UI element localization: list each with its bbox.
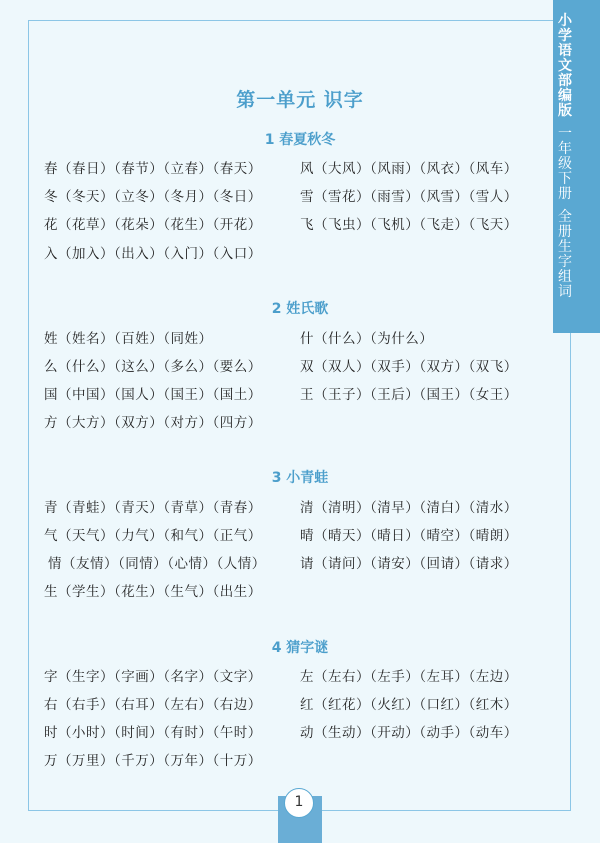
- side-tab-publisher-char: 学: [558, 28, 572, 44]
- side-tab-grade-char: 年: [558, 141, 572, 157]
- side-tab-subject-char: 组: [558, 269, 572, 285]
- word-row: 方（大方）（双方）（对方）（四方）: [44, 415, 262, 431]
- word-row: 时（小时）（时间）（有时）（午时）: [44, 725, 262, 741]
- word-row: 冬（冬天）（立冬）（冬月）（冬日）: [44, 189, 262, 205]
- side-tab-subject-char: 生: [558, 239, 572, 255]
- word-row: 青（青蛙）（青天）（青草）（青春）: [44, 500, 262, 516]
- side-tab-publisher-char: 文: [558, 58, 572, 74]
- word-row: 红（红花）（火红）（口红）（红木）: [300, 697, 518, 713]
- side-tab-subject-char: 词: [558, 284, 572, 300]
- side-tab-text: [555, 14, 575, 300]
- section-title: 3 小青蛙: [271, 470, 329, 486]
- word-row: 情（友情）（同情）（心情）（人情）: [48, 556, 266, 572]
- side-tab-publisher-char: 部: [558, 73, 572, 89]
- word-row: 么（什么）（这么）（多么）（要么）: [44, 359, 262, 375]
- side-tab-grade-char: 册: [558, 186, 572, 202]
- word-row: 动（生动）（开动）（动手）（动车）: [300, 725, 518, 741]
- side-tab-subject-char: 册: [558, 224, 572, 240]
- side-tab-publisher-char: 小: [558, 13, 572, 29]
- word-row: 左（左右）（左手）（左耳）（左边）: [300, 669, 518, 685]
- section-title: 4 猜字谜: [271, 640, 329, 656]
- word-row: 右（右手）（右耳）（左右）（右边）: [44, 697, 262, 713]
- word-row: 雪（雪花）（雨雪）（风雪）（雪人）: [300, 189, 518, 205]
- word-row: 风（大风）（风雨）（风衣）（风车）: [300, 161, 518, 177]
- side-tab-publisher-char: 版: [558, 103, 572, 119]
- word-row: 花（花草）（花朵）（花生）（开花）: [44, 217, 262, 233]
- side-tab-subject-char: 字: [558, 254, 572, 270]
- word-row: 清（清明）（清早）（清白）（清水）: [300, 500, 518, 516]
- section-title: 2 姓氏歌: [271, 301, 329, 317]
- word-row: 什（什么）（为什么）: [300, 331, 434, 347]
- word-row: 双（双人）（双手）（双方）（双飞）: [300, 359, 518, 375]
- word-row: 飞（飞虫）（飞机）（飞走）（飞天）: [300, 217, 518, 233]
- unit-title: 第一单元 识字: [236, 89, 364, 111]
- side-tab-subject-char: 全: [558, 209, 572, 225]
- side-tab-grade-char: 级: [558, 156, 572, 172]
- section-title: 1 春夏秋冬: [264, 132, 336, 148]
- word-row: 万（万里）（千万）（万年）（十万）: [44, 753, 262, 769]
- word-row: 春（春日）（春节）（立春）（春天）: [44, 161, 262, 177]
- word-row: 请（请问）（请安）（回请）（请求）: [300, 556, 518, 572]
- side-tab-publisher-char: 语: [558, 43, 572, 59]
- word-row: 晴（晴天）（晴日）（晴空）（晴朗）: [300, 528, 518, 544]
- side-tab-grade-char: 一: [558, 126, 572, 142]
- word-row: 入（加入）（出入）（入门）（入口）: [44, 246, 262, 262]
- word-row: 字（生字）（字画）（名字）（文字）: [44, 669, 262, 685]
- word-row: 气（天气）（力气）（和气）（正气）: [44, 528, 262, 544]
- word-row: 王（王子）（王后）（国王）（女王）: [300, 387, 518, 403]
- word-row: 生（学生）（花生）（生气）（出生）: [44, 584, 262, 600]
- side-tab-grade-char: 下: [558, 171, 572, 187]
- word-row: 姓（姓名）（百姓）（同姓）: [44, 331, 213, 347]
- word-row: 国（中国）（国人）（国王）（国土）: [44, 387, 262, 403]
- page-number: 1: [284, 788, 314, 818]
- side-tab-publisher-char: 编: [558, 88, 572, 104]
